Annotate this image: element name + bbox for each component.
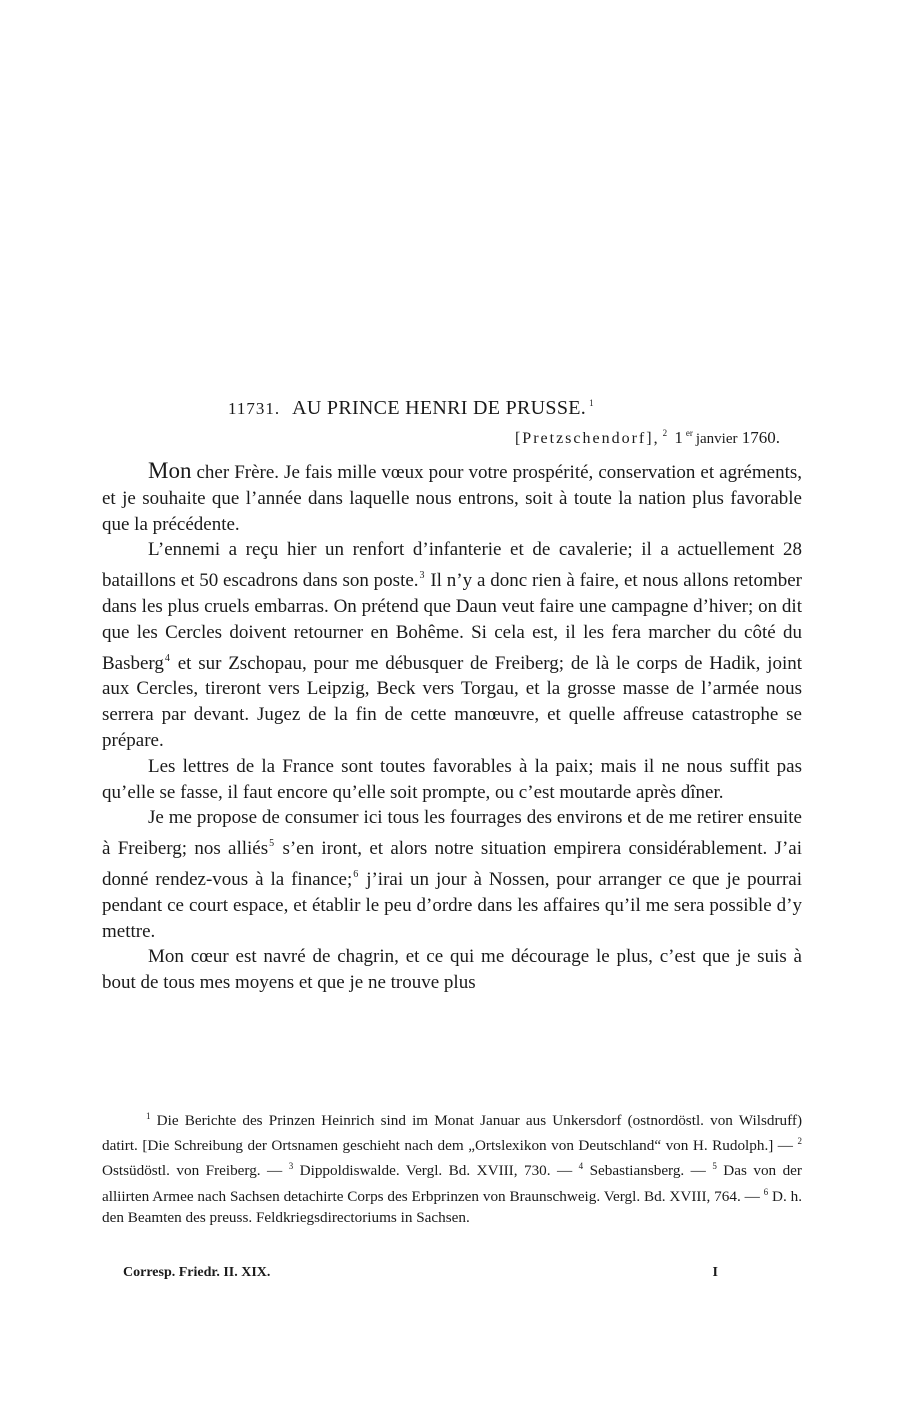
page-number: I: [712, 1265, 718, 1280]
footnote-block: [102, 1106, 802, 1228]
footnote-number: 3: [288, 1161, 294, 1172]
paragraph: Mon cœur est navré de chagrin, et ce qui me décourage le plus, c’est que je suis à bout de tous mes moyens et que je ne trouve plus: [102, 946, 802, 994]
footnote-number: 4: [578, 1161, 584, 1172]
footnote-ref: 5: [269, 838, 275, 850]
letter-title: AU PRINCE HENRI DE PRUSSE.: [292, 397, 587, 419]
paragraph: [102, 458, 802, 537]
footnote-ref: 2: [662, 428, 668, 438]
paragraph-text: et sur Zschopau, pour me débusquer de Freiberg; de là le corps de Hadik, joint aux Cercles, tireront vers Leipzig, Beck vers Torgau, et la grosse masse de l’armée nous serrera par devant. Jugez de la fin de cette manœuvre, et quelle affreuse catastrophe se prépare.: [102, 652, 802, 751]
footnote-text: Dippoldiswalde. Vergl. Bd. XVIII, 730. —: [293, 1162, 579, 1180]
letter-heading: [228, 397, 594, 420]
paragraph: Les lettres de la France sont toutes favorables à la paix; mais il ne nous suffit pas qu’elle se fasse, il faut encore qu’elle soit prompte, ou c’est moutarde après dîner.: [102, 755, 802, 803]
footnote-text: Ostsüdöstl. von Freiberg. —: [102, 1162, 289, 1180]
page-footer: [123, 1265, 718, 1281]
dateline-month: janvier: [695, 431, 738, 447]
footnote-ref: 3: [419, 570, 425, 582]
paragraph-text: cher Frère. Je fais mille vœux pour votre prospérité, conservation et agréments, et je souhaite que l’année dans laquelle nous entrons, soit à toute la nation plus favorable que la précédente.: [102, 462, 802, 535]
footnote-text: D. h. den Beamten des preuss. Feldkriegsdirectoriums in Sachsen.: [102, 1187, 803, 1226]
footnote-ref: 1: [589, 398, 594, 408]
paragraph-text: Je me propose de consumer ici tous les fourrages des environs et de me retirer ensuite à Freiberg; nos alliés: [102, 807, 802, 860]
footnote-ref: 6: [353, 868, 359, 880]
paragraph-text: L’ennemi a reçu hier un renfort d’infanterie et de cavalerie; il a actuellement 28 bataillons et 50 escadrons dans son poste.: [102, 539, 802, 592]
paragraph: [102, 537, 802, 753]
paragraph-text: s’en iront, et alors notre situation empirera considérablement. J’ai donné rendez-vous à la finance;: [102, 838, 802, 890]
footnote-number: 6: [763, 1186, 769, 1197]
letter-number: 11731.: [228, 399, 281, 418]
running-source: Corresp. Friedr. II. XIX.: [123, 1265, 271, 1280]
initial-word: Mon: [148, 458, 192, 483]
dateline: [515, 428, 780, 448]
footnote-text: Das von der alliirten Armee nach Sachsen detachirte Corps des Erbprinzen von Braunschweig. Vergl. Bd. XVIII, 764. —: [102, 1162, 802, 1205]
footnote-number: 1: [146, 1111, 151, 1121]
footnotes: [102, 1106, 802, 1228]
paragraph: [102, 805, 802, 944]
dateline-day-suffix: er: [685, 428, 693, 438]
footnote-ref: 4: [164, 652, 170, 664]
dateline-day: 1: [674, 428, 683, 447]
dateline-year: 1760.: [741, 428, 780, 447]
letter-body: [102, 458, 802, 996]
footnote-text: Die Berichte des Prinzen Heinrich sind im Monat Januar aus Unkersdorf (ostnordöstl. von Wilsdruff) datirt. [Die Schreibung der Ortsnamen geschieht nach dem „Ortslexikon von Deutschland“ von H. Rudolph.] —: [102, 1112, 802, 1155]
paragraph-text: j’irai un jour à Nossen, pour arranger ce que je pourrai pendant ce court espace, et établir le peu d’ordre dans les affaires qu’il me sera possible d’y mettre.: [102, 868, 802, 942]
footnote-number: 2: [797, 1136, 802, 1147]
footnote-text: Sebastiansberg. —: [583, 1162, 713, 1180]
paragraph-text: Il n’y a donc rien à faire, et nous allons retomber dans les plus cruels embarras. On prétend que Daun veut faire une campagne d’hiver; on dit que les Cercles doivent retourner en Bohême. Si cela est, il les fera marcher du côté du Basberg: [102, 570, 802, 674]
footnote-number: 5: [712, 1161, 717, 1172]
dateline-place: [Pretzschendorf],: [514, 430, 660, 447]
